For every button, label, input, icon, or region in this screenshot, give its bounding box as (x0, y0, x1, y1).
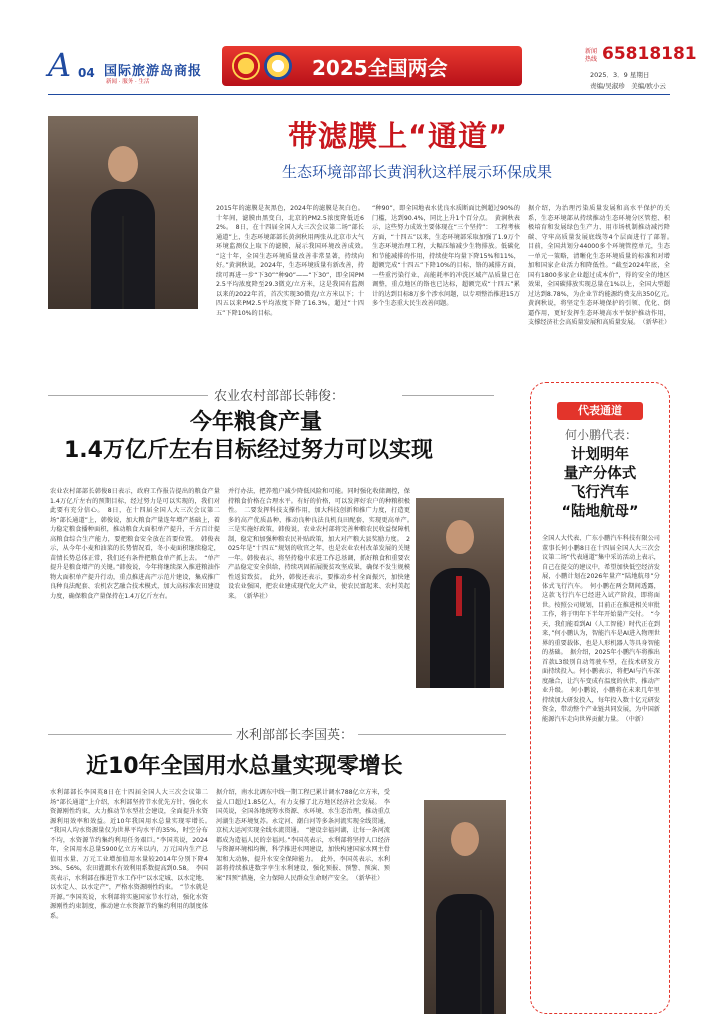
microphone-icon (122, 216, 124, 309)
issue-date: 2025．3．9 星期日 (590, 71, 650, 79)
story1-subhead: 生态环境部部长黄润秋这样展示环保成果 (282, 163, 553, 181)
story1-headline: 带滤膜上“通道” (288, 119, 509, 153)
party-emblem-icon (264, 52, 292, 80)
story2-col1: 农业农村部部长韩俊8日表示，政府工作报告提出的粮食产量1.4万亿斤左右的预期目标，经过努力是可以实现的，我们对此要有充分信心。 8日，在十四届全国人大三次会议第二场“部长通道”上，韩俊说，加大粮食产量连年增产基础上，着力稳定粮食播种面积，推动粮食大面积单产提升，千方百计提高粮食综合生产能力，要把粮食安全放在首要位置。 韩俊表示，从今年小麦和油菜的长势情况看，冬小麦面积继续稳定，苗情长势总体正常，我们还有条件把粮食单产抓上去。 “单产提升是粮食增产的关键。”韩俊说，今年将继续深入推进粮油作物大面积单产提升行动，重点推进高产示范片建设，集成推广良种良法配套、农机农艺融合技术模式，加大高标准农田建设力度，确保粮食产量保持在1.4万亿斤左右。 (50, 488, 220, 600)
paper-name: 国际旅游岛商报 (104, 64, 203, 79)
story2-headline-line1: 今年粮食产量 (190, 410, 323, 435)
page-letter: A (48, 46, 72, 84)
national-emblem-icon (232, 52, 260, 80)
hotline-number: 65818181 (602, 44, 697, 64)
story2-headline-line2: 1.4万亿斤左右目标经过努力可以实现 (64, 438, 433, 463)
photo-huang-runqiu (48, 116, 198, 309)
story3-col2: 据介绍，南水北调东中线一期工程已累计调水788亿立方米，受益人口超过1.85亿人，有力支撑了北方地区经济社会发展。 李国英说，全国各地统筹水资源、水环境、水生态治理，推动重点河湖生态环境复苏。永定河、潮白河等多条河流实现全线贯通，京杭大运河实现全线水流贯通。 “建设幸福河湖，让每一条河流都成为造福人民的幸福河。”李国英表示，水利部将坚持人口经济与资源环境相均衡，科学推进水网建设，加快构建国家水网主骨架和大动脉，提升水安全保障能力。 此外，李国英表示，水利部将持续推进数字孪生水利建设，强化预报、预警、预演、预案“四预”措施，全力保障人民群众生命财产安全。 （新华社） (216, 789, 390, 882)
sidebar-body: 全国人大代表、广东小鹏汽车科技有限公司董事长何小鹏8日在十四届全国人大三次会议第二场“代表通道”集中采访活动上表示，自己在提交的建议中，希望加快低空经济发展，小鹏计划在2026年量产“陆地航母”分体式飞行汽车。 何小鹏在两会期间透露，这款飞行汽车已经进入试产阶段，即将面世。按照公司规划，目前正在推进相关审批工作，将于明年下半年开始量产交付。 “今天，我们能看到AI（人工智能）时代正在到来，”何小鹏认为，智能汽车是AI进入物理世界的重要载体，也是人形机器人等具身智能的基础。 据介绍，2025年小鹏汽车将推出首款L3级别自动驾驶车型，在技术研发方面持续投入。何小鹏表示，将把AI与汽车深度融合，让汽车变成有温度的伙伴，推动产业升级。 何小鹏说，小鹏将在未来几年里持续加大研发投入，每年投入数十亿元研发资金，带动整个产业链共同发展，为中国新能源汽车走向世界贡献力量。 （中新） (542, 535, 660, 723)
story2-kicker: 农业农村部部长韩俊： (214, 389, 345, 404)
story3-kicker-rule-right (358, 734, 506, 735)
story1-col2: “种90”，即全国地表水优良水质断面比例超过90%的门槛，达到90.4%，同比上升1个百分点。 黄润秋表示，这些努力成效主要体现在“三个坚持”： 工程考核方面，“十四五”以来，生态环境部采取加强了1.9万个生态环境治理工程，大幅压缩减少生物排放。低碳化和节能减排的作用，持续使年均量下降15%和11%，超额完成“十四五”下降10%的目标，铬的减排方面，一些重污染行业、高能耗率的冲洗区域产品质量已在调整，重点地区的铬也已达标，超额完成“十四五”累计的达到目标8万多个涉水问题，以专项整治推进15万多个生态重大民生改善问题。 (372, 205, 520, 307)
page-number: 04 (78, 66, 95, 80)
sidebar-tag: 代表通道 (557, 402, 643, 420)
microphone-icon (474, 588, 476, 688)
story3-kicker: 水利部部长李国英： (236, 728, 354, 743)
photo-han-jun (416, 498, 504, 688)
paper-sub: 新闻 · 服务 · 生活 (106, 79, 150, 85)
story2-kicker-rule (48, 395, 208, 396)
story2-kicker-rule-right (402, 395, 494, 396)
story1-col3: 据介绍，为治理污染质量发展和高水平保护的关系，生态环境部从持续推动生态环境分区管控、积极培育和发展绿色生产力、用市场机制推动减污降碳、守牢高质量发展底线等4个层面进行了部署。 目前，全国共划分44000多个环境管控单元，生态一单元一策略，清晰化生态环境质量的标准和对增加和国家企业活力和降低性。“截至2024年底，全国有1800多家企业超过成本价”，得的安全的地区效果，全国碳排放实现总量在1%以上，全国大型超过达到8.78%，为企业节约能源约费支出350亿元。 黄润秋说，将坚定生态环境保护的引领、优化、倒逼作用，更好发挥生态环境高水平保护推动作用，支撑经济社会高质量发展和高质量发展。 （新华社） (528, 205, 677, 326)
sidebar-headline: 计划明年 量产分体式 飞行汽车 “陆地航母” (561, 447, 639, 520)
hotline-label: 新闻 热线 (585, 48, 598, 63)
masthead (0, 0, 719, 96)
story3-kicker-rule (48, 734, 232, 735)
sidebar-speaker: 何小鹏代表： (565, 428, 638, 442)
banner-title: 2025全国两会 (312, 56, 448, 80)
microphone-icon (480, 910, 482, 1014)
photo-li-guoying (424, 800, 506, 1014)
header-rule (48, 94, 670, 95)
story2-col2: 并行办法，把养殖户减少降低风险和可能。同时强化收储调控，保持粮食价格在合理水平。有好的价格，可以发挥好农户的种粮积极性。 二要发挥科技支撑作用，加大科技创新和推广力度，打造更多的高产优质品种，推动良种良法良机良田配套，实现更高单产。 三是实施好政策，韩俊说，农业农村部将完善种粮农民收益保障机制，稳定和加强种粮农民补贴政策，加大对产粮大县奖励力度。 2025年是“十四五”规划的收官之年，也是农业农村改革发展的关键一年。韩俊表示，将坚持稳中求进工作总基调，抓好粮食和重要农产品稳定安全供给，持续巩固拓展脱贫攻坚成果，确保不发生规模性返贫致贫。 此外，韩俊还表示，要推动乡村全面振兴，加快建设农业强国，把农业建成现代化大产业，使农民富起来、农村美起来。 （新华社） (228, 488, 417, 600)
banner (222, 46, 522, 86)
story3-col1: 水利部部长李国英8日在十四届全国人大三次会议第二场“部长通道”上介绍，水利部坚持节水优先方针，强化水资源刚性约束，大力推动节水型社会建设，全面提升水资源利用效率和效益。近10年我国用水总量实现零增长。 “我国人均水资源量仅为世界平均水平的35%，时空分布不均，水资源节约集约利用任务艰巨。”李国英说，2024年，全国用水总量5900亿立方米以内，万元国内生产总值用水量、万元工业增加值用水量较2014年分别下降43%、56%，农田灌溉水有效利用系数提高到0.58。 李国英表示，水利部在推进节水工作中“以水定城、以水定地、以水定人、以水定产”，严格水资源刚性约束。 “节水就是开源。”李国英说，水利部将实施国家节水行动，强化水资源刚性约束制度，推动建立水资源节约集约利用的制度体系。 (50, 789, 215, 920)
editors: 责编/吴淑珍 美编/欧小云 (590, 82, 666, 90)
story3-headline: 近10年全国用水总量实现零增长 (86, 754, 403, 779)
story1-col1: 2015年的滤膜是灰黑色，2024年的滤膜是灰白色。十年间，滤膜由黑变白，北京的PM2.5浓度降低近62%。 8日，在十四届全国人大三次会议第二场“部长通道”上，生态环境部部长黄润秋用两张从北京市大气环境监测仪上取下的滤膜，展示我国环境改善成效。 “这十年，全国生态环境质量改善非常显著，持续向好。”黄润秋说，2024年，生态环境质量有新改善，持续可再进一步“下30”“种90”——“下30”，即全国PM2.5平均浓度降至29.3微克/立方米，这是我国有监测以来的2022年首，首次实现30微克/立方米以下；十四五以来PM2.5平均浓度下降了16.3%，超过“十四五”下降10%的目标。 (216, 205, 371, 317)
